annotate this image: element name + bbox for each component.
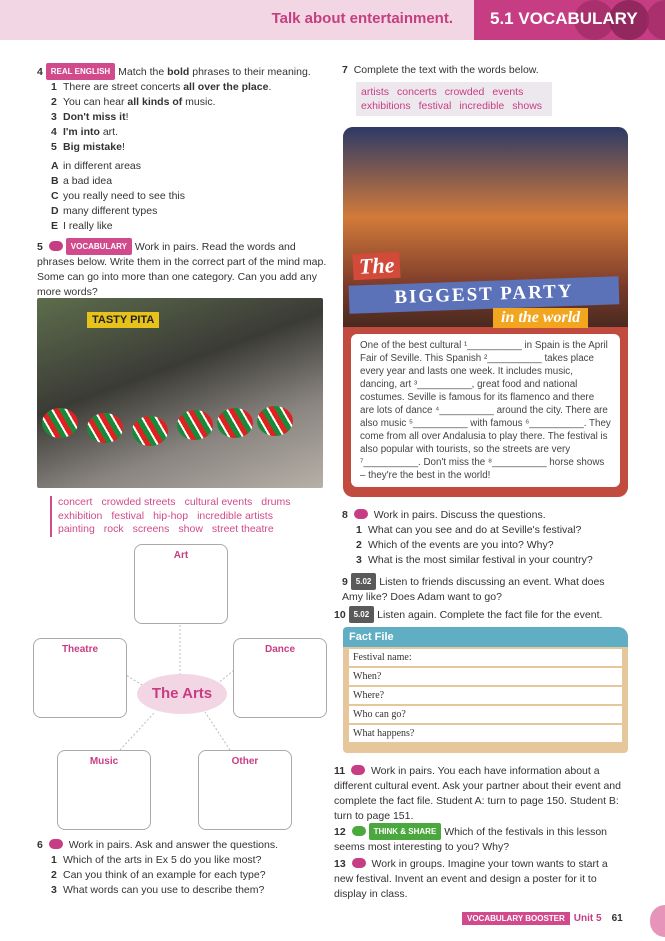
option-text: a bad idea — [63, 175, 113, 187]
list-item: 1 What can you see and do at Seville's festival? — [356, 524, 582, 536]
word: concert — [58, 496, 93, 508]
fact-file-field[interactable]: Where? — [349, 687, 622, 704]
list-item: 2 Which of the events are you into? Why? — [356, 539, 554, 551]
fact-file-title: Fact File — [343, 627, 628, 647]
speech-bubble-icon — [354, 509, 368, 519]
list-item: 3 What is the most similar festival in your country? — [356, 554, 593, 566]
word-bank-7 — [356, 82, 552, 116]
mind-map-other[interactable]: Other — [198, 750, 292, 830]
item-number: 4 — [51, 126, 57, 138]
item-text: music. — [182, 96, 216, 108]
option-item — [51, 159, 327, 174]
word: crowded — [444, 86, 485, 98]
exercise-12: 12 THINK & SHARE Which of the festivals in this lesson seems most interesting to you? Why? — [334, 823, 626, 855]
item-text: What is the most similar festival in your country? — [368, 554, 593, 566]
word: cultural events — [184, 496, 253, 508]
page-footer: VOCABULARY BOOSTER Unit 5 61 — [462, 913, 623, 924]
item-text: What can you see and do at Seville's festival? — [368, 524, 582, 536]
audio-track-button[interactable]: 5.02 — [349, 606, 375, 623]
option-text: I really like — [63, 220, 113, 232]
word: festival — [418, 100, 452, 112]
page-number: 61 — [611, 913, 623, 924]
speech-bubble-icon — [351, 765, 365, 775]
unit-banner — [474, 0, 665, 40]
word: rock — [103, 523, 124, 535]
lesson-subtitle: Talk about entertainment. — [271, 10, 453, 27]
speech-bubble-icon — [49, 241, 63, 251]
item-text: art. — [99, 126, 119, 138]
exercise-10: 10 5.02 Listen again. Complete the fact file for the event. — [334, 606, 629, 623]
item-number: 3 — [51, 111, 57, 123]
list-item — [51, 95, 327, 110]
word: crowded streets — [101, 496, 176, 508]
option-item — [51, 219, 327, 234]
speech-bubble-icon — [352, 858, 366, 868]
vocabulary-booster-link[interactable]: VOCABULARY BOOSTER — [462, 912, 570, 925]
word: drums — [261, 496, 291, 508]
word: festival — [111, 509, 145, 522]
list-item: 1 Which of the arts in Ex 5 do you like most? — [51, 854, 262, 866]
exercise-13: 13 Work in groups. Imagine your town wants to start a new festival. Invent an event and design a poster for it to display in class. — [334, 858, 608, 900]
item-text: Which of the events are you into? Why? — [368, 539, 554, 551]
list-item — [51, 140, 327, 155]
item-text: Can you think of an example for each type? — [63, 869, 266, 881]
article-title-main: BIGGEST PARTY — [349, 276, 620, 313]
fact-file-field[interactable]: What happens? — [349, 725, 622, 742]
word: incredible — [459, 100, 505, 112]
item-bold: Big mistake — [63, 141, 122, 153]
item-bold: I'm into — [63, 126, 100, 138]
mind-map-center: The Arts — [137, 674, 227, 714]
item-text: . — [268, 81, 272, 93]
photo-sign: TASTY PITA — [87, 312, 159, 328]
real-english-badge: REAL ENGLISH — [46, 63, 115, 80]
mind-map-theatre[interactable]: Theatre — [33, 638, 127, 718]
fact-file-field[interactable]: When? — [349, 668, 622, 685]
item-number: 1 — [51, 81, 57, 93]
page-tab — [650, 905, 665, 937]
item-number: 5 — [51, 141, 57, 153]
exercise-8: 8 Work in pairs. Discuss the questions. 1 What can you see and do at Seville's festival? 2 Which of the events are you into? Why? 3 What is the most similar festival in your country? — [342, 508, 632, 568]
item-number: 2 — [51, 96, 57, 108]
option-letter: A — [51, 160, 59, 172]
unit-title: 5.1 VOCABULARY — [490, 9, 638, 28]
speech-bubble-icon — [49, 839, 63, 849]
list-item: 2 Can you think of an example for each type? — [51, 869, 266, 881]
item-bold: all kinds of — [127, 96, 183, 108]
word: street theatre — [211, 523, 274, 535]
word-bank — [50, 496, 330, 537]
mind-map-art[interactable]: Art — [134, 544, 228, 624]
option-text: many different types — [63, 205, 158, 217]
list-item — [51, 80, 327, 95]
think-share-badge: THINK & SHARE — [369, 823, 442, 840]
word: incredible artists — [197, 509, 273, 522]
item-bold: all over the place — [183, 81, 269, 93]
exercise-4: 4 REAL ENGLISH Match the bold phrases to their meaning. 1 There are street concerts all over the place. 2 You can hear all kinds of music. 3 Don't miss it! 4 I'm into art. 5 Big mistake! A in different areas B a bad idea C you really need to see this D many different types E I really like — [37, 63, 327, 234]
option-text: in different areas — [63, 160, 142, 172]
word: hip-hop — [153, 509, 189, 522]
word: show — [178, 523, 203, 535]
exercise-9: 9 5.02 Listen to friends discussing an event. What does Amy like? Does Adam want to go? — [342, 573, 627, 605]
fact-file-field[interactable]: Festival name: — [349, 649, 622, 666]
option-item — [51, 189, 327, 204]
exercise-6: 6 Work in pairs. Ask and answer the questions. 1 Which of the arts in Ex 5 do you like most? 2 Can you think of an example for each type? 3 What words can you use to describe them? — [37, 838, 327, 898]
page-header — [0, 0, 665, 40]
fact-file — [343, 627, 628, 753]
word: exhibitions — [361, 100, 411, 112]
list-item — [51, 125, 327, 140]
exercise-5: 5 VOCABULARY Work in pairs. Read the words and phrases below. Write them in the correct part of the mind map. Some can go into more than one category. Can you add any more words? — [37, 238, 327, 300]
item-text: What words can you use to describe them? — [63, 884, 265, 896]
audio-track-button[interactable]: 5.02 — [351, 573, 377, 590]
list-item: 3 What words can you use to describe them? — [51, 884, 265, 896]
exercise-11: 11 Work in pairs. You each have information about a different cultural event. Ask your partner about their event and complete the fact file. Student A: turn to page 150. Student B: turn to page 151. — [334, 765, 621, 822]
fact-file-field[interactable]: Who can go? — [349, 706, 622, 723]
option-letter: C — [51, 190, 59, 202]
mind-map-music[interactable]: Music — [57, 750, 151, 830]
article-title-sub: in the world — [493, 308, 588, 328]
option-letter: D — [51, 205, 59, 217]
option-text: you really need to see this — [63, 190, 185, 202]
item-text: You can hear — [63, 96, 128, 108]
word: shows — [512, 100, 543, 112]
article-text: One of the best cultural ¹__________ in Spain is the April Fair of Seville. This Spanish ²__________ takes place every year and lasts one week. It includes music, dancing, art ³__________, great food and national costumes. Seville is famous for its flamenco and there are lots of dance ⁴__________ around the city. There are also music ⁵__________ with famous ⁶__________. They come from all over Andalusia to play there. The festival is also popular with tourists, so the streets are very ⁷__________. Don't miss the ⁸__________ horse shows – they're the best in the world! — [351, 334, 620, 487]
item-text: Which of the arts in Ex 5 do you like most? — [63, 854, 262, 866]
option-letter: E — [51, 220, 59, 232]
word: events — [492, 86, 524, 98]
word: exhibition — [58, 509, 103, 522]
article-title-the: The — [352, 252, 401, 280]
speech-bubble-icon — [352, 826, 366, 836]
item-text: ! — [121, 141, 125, 153]
vocabulary-badge: VOCABULARY — [66, 238, 132, 255]
list-item — [51, 110, 327, 125]
article-card — [343, 127, 628, 497]
drummers-photo — [37, 298, 323, 488]
word: painting — [58, 523, 95, 535]
exercise-7: 7 Complete the text with the words below. — [342, 64, 539, 76]
word: concerts — [397, 86, 437, 98]
option-letter: B — [51, 175, 59, 187]
item-bold: Don't miss it — [63, 111, 126, 123]
option-item — [51, 204, 327, 219]
item-text: There are street concerts — [63, 81, 184, 93]
item-text: ! — [125, 111, 129, 123]
word: screens — [132, 523, 170, 535]
word: artists — [361, 86, 390, 98]
option-item — [51, 174, 327, 189]
mind-map-dance[interactable]: Dance — [233, 638, 327, 718]
